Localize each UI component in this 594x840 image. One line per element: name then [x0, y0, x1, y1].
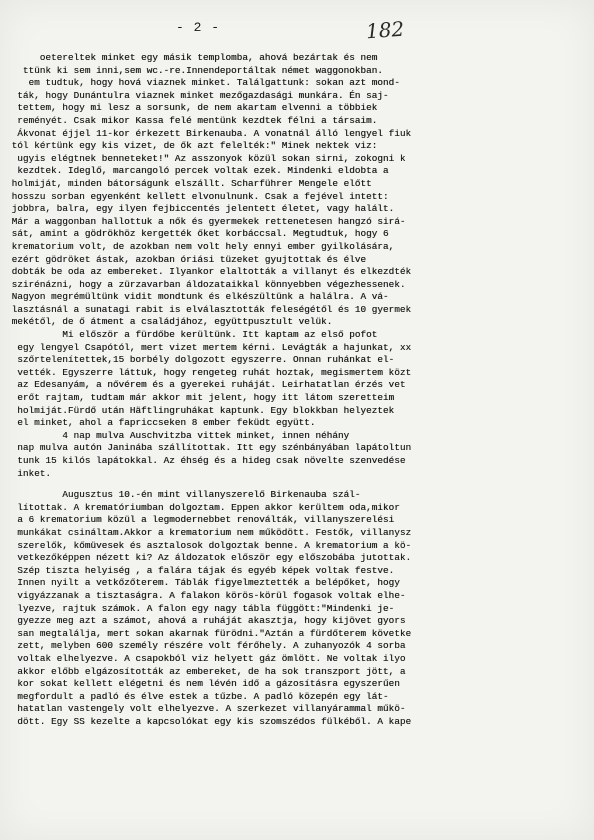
text-line: vetkezőképpen nézett ki? Az áldozatok először egy előszobába jutottak.: [6, 552, 412, 564]
text-line: szirénázni, hogy a zürzavarban áldozataikkal könnyebben végezhessenek.: [6, 278, 406, 290]
text-line: akkor előbb elgázosították az embereket, de ha sok transzport jött, a: [6, 665, 406, 677]
text-line: kezdtek. Ideglő, marcangoló percek voltak ezek. Mindenki eldobta a: [6, 165, 389, 177]
page-number: - 2 -: [176, 20, 221, 35]
paragraph-gap: [6, 480, 588, 489]
text-line: 4 nap mulva Auschvitzba vittek minket, innen néhány: [6, 429, 350, 441]
text-line: erőt rajtam, tudtam már akkor mit jelent, hogy itt látom szeretteim: [6, 392, 395, 404]
text-line: Szép tiszta helyiség , a falára tájak és egyéb képek voltak festve.: [6, 564, 395, 576]
text-line: holmiját, minden bátorságunk elszállt. Scharführer Mengele előtt: [6, 177, 372, 189]
text-line: hatatlan vastengely volt elhelyezve. A szerkezet villanyárammal műkö-: [6, 703, 406, 715]
text-line: Nagyon megrémültünk vidit mondtunk és elkészültünk a halálra. A vá-: [6, 291, 389, 303]
text-line: reményét. Csak mikor Kassa felé mentünk kezdtek félni a társaim.: [6, 114, 378, 126]
text-line: voltak elhelyezve. A csapokból viz helyett gáz ömlött. Ne voltak ilyo: [6, 652, 406, 664]
text-line: tettem, hogy mi lesz a sorsunk, de nem akartam elvenni a többiek: [6, 102, 378, 114]
text-line: sát, amint a gödrökhöz kergették őket korbáccsal. Megtudtuk, hogy 6: [6, 228, 389, 240]
text-line: hosszu sorban egyenként kellett elvonulnunk. Csak a fejével intett:: [6, 190, 389, 202]
text-line: san megtalálja, mert sokan akarnak fürödni."Aztán a fürdőterem követke: [6, 627, 412, 639]
text-line: szőrtelenítettek,15 borbély dolgozott egyszerre. Onnan ruhánkat el-: [6, 354, 395, 366]
text-line: lyezve, rajtuk számok. A falon egy nagy tábla függött:"Mindenki je-: [6, 602, 395, 614]
text-line: dött. Egy SS kezelte a kapcsolókat egy kis szomszédos fülkéből. A kape: [6, 715, 412, 727]
text-line: ták, hogy Dunántulra viaznek minket mezőgazdasági munkára. Én saj-: [6, 89, 389, 101]
text-line: munkákat csináltam.Akkor a krematorium nem működött. Festők, villanysz: [6, 526, 412, 538]
text-line: egy lengyel Csapótól, mert vizet mertem kérni. Levágták a hajunkat, xx: [6, 341, 412, 353]
text-line: em tudtuk, hogy hová viaznek minket. Találgattunk: sokan azt mond-: [6, 77, 400, 89]
text-line: Augusztus 10.-én mint villanyszerelő Birkenauba szál-: [6, 489, 361, 501]
text-line: dobták be oda az embereket. Ilyankor elaltották a villanyt és elkezdték: [6, 266, 412, 278]
text-line: kor sokat kellett elégetni és nem lévén idő a gázosításra egyszerűen: [6, 678, 400, 690]
text-line: gyezze meg azt a számot, ahová a ruháját akasztja, hogy kijövet gyors: [6, 615, 406, 627]
text-line: tunk 15 kilós lapátokkal. Az éhség és a hideg csak növelte szenvedése: [6, 455, 406, 466]
text-line: lasztásnál a sunatagi rabit is elválasztották feleségétől és 10 gyermek: [6, 303, 412, 315]
text-line: zett, melyben 600 személy részére volt férőhely. A zuhanyozók 4 sorba: [6, 640, 406, 652]
text-line: az Edesanyám, a nővérem és a gyerekei ruháját. Leirhatatlan érzés vet: [6, 379, 406, 391]
text-line: krematorium volt, de azokban nem volt hely ennyi ember gyilkolására,: [6, 240, 395, 252]
text-line: szerelők, kőmüvesek és asztalosok dolgoztak benne. A krematorium a kö-: [6, 539, 412, 551]
text-line: Mi először a fürdőbe kerültünk. Itt kaptam az első pofot: [6, 329, 378, 341]
text-line: oetereltek minket egy másik templomba, ahová bezártak és nem: [6, 52, 378, 63]
handwritten-archive-number: 182: [365, 16, 405, 44]
text-line: ttünk ki sem inni,sem wc.-re.Innendeportáltak német waggonokban.: [6, 64, 383, 76]
text-line: a 6 krematorium közül a legmodernebbet renoválták, villanyszerelési: [6, 514, 395, 526]
text-line: inket.: [6, 467, 52, 479]
text-line: tól kértünk egy kis vizet, de ők azt felelték:" Minek nektek viz:: [6, 140, 378, 152]
text-line: jobbra, balra, egy ilyen fejbiccentés jelentett életet, vagy halált.: [6, 203, 395, 215]
text-line: holmiját.Fürdő után Häftlingruhákat kaptunk. Egy blokkban helyeztek: [6, 404, 395, 416]
typewritten-body: [6, 52, 588, 728]
text-line: vigyázzanak a tisztaságra. A falakon körös-körül fogasok voltak elhe-: [6, 589, 406, 601]
text-line: mekétől, de ő átment a családjához, együttpusztult velük.: [6, 316, 333, 328]
text-line: vették. Egyszerre láttuk, hogy rengeteg ruhát hoztak, megismertem közt: [6, 366, 412, 378]
text-line: ezért gödröket ástak, azokban óriási tüzeket gyujtottak és élve: [6, 253, 367, 265]
text-line: Már a waggonban hallottuk a nők és gyermekek rettenetesen hangzó sirá-: [6, 215, 406, 227]
text-line: el minket, ahol a fapriccseken 8 ember feküdt együtt.: [6, 417, 316, 429]
text-line: megfordult a padló és élve estek a tűzbe. A padló közepén egy lát-: [6, 690, 389, 702]
text-line: Innen nyilt a vetkőzőterem. Táblák figyelmeztették a belépőket, hogy: [6, 577, 400, 589]
text-line: Ákvonat éjjel 11-kor érkezett Birkenauba. A vonatnál álló lengyel fiuk: [6, 127, 412, 139]
text-line: lítottak. A krematóriumban dolgoztam. Eppen akkor kerültem oda,mikor: [6, 501, 400, 513]
text-line: nap mulva autón Janinába szállítottak. Itt egy szénbányában lapátoltun: [6, 442, 412, 454]
text-line: ugyis elégtnek benneteket!" Az asszonyok közül sokan sirni, zokogni k: [6, 152, 406, 164]
